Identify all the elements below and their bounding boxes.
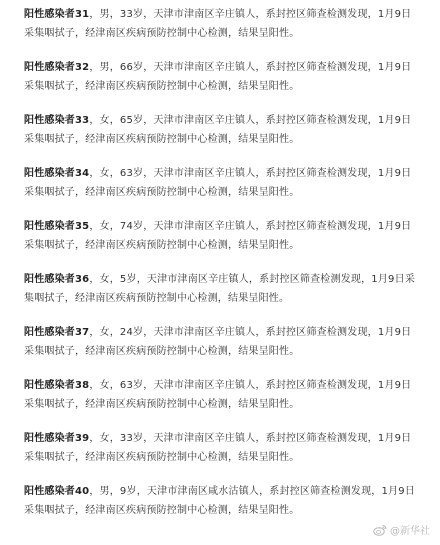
case-entry-33 — [24, 111, 416, 149]
case-details: ，男，9岁，天津市津南区咸水沽镇人，系封控区筛查检测发现，1月9日采集咽拭子，经津南区疾病预防控制中心检测，结果呈阳性。 — [24, 486, 416, 516]
case-entry-38 — [24, 376, 416, 414]
watermark-text: @新华社 — [390, 526, 430, 537]
case-entry-35 — [24, 217, 416, 255]
case-number: 37 — [75, 327, 90, 338]
weibo-icon — [373, 524, 387, 536]
case-entry-40 — [24, 482, 416, 520]
case-entry-34 — [24, 164, 416, 202]
case-label: 阳性感染者 — [24, 168, 75, 179]
case-label: 阳性感染者 — [24, 115, 75, 126]
case-number: 35 — [75, 221, 90, 232]
case-details: ，女，24岁，天津市津南区辛庄镇人，系封控区筛查检测发现，1月9日采集咽拭子，经津南区疾病预防控制中心检测，结果呈阳性。 — [24, 327, 412, 357]
case-label: 阳性感染者 — [24, 221, 75, 232]
case-label: 阳性感染者 — [24, 486, 75, 497]
case-label: 阳性感染者 — [24, 327, 75, 338]
case-label: 阳性感染者 — [24, 9, 75, 20]
case-entry-32 — [24, 58, 416, 96]
watermark — [373, 522, 430, 537]
case-entry-37 — [24, 323, 416, 361]
case-label: 阳性感染者 — [24, 433, 75, 444]
case-details: ，男，66岁，天津市津南区辛庄镇人，系封控区筛查检测发现，1月9日采集咽拭子，经津南区疾病预防控制中心检测，结果呈阳性。 — [24, 62, 412, 92]
case-number: 40 — [75, 486, 90, 497]
case-label: 阳性感染者 — [24, 274, 75, 285]
case-number: 31 — [75, 9, 90, 20]
case-number: 39 — [75, 433, 90, 444]
case-number: 32 — [75, 62, 90, 73]
case-details: ，男，33岁，天津市津南区辛庄镇人，系封控区筛查检测发现，1月9日采集咽拭子，经津南区疾病预防控制中心检测，结果呈阳性。 — [24, 9, 412, 39]
case-label: 阳性感染者 — [24, 380, 75, 391]
case-details: ，女，74岁，天津市津南区辛庄镇人，系封控区筛查检测发现，1月9日采集咽拭子，经津南区疾病预防控制中心检测，结果呈阳性。 — [24, 221, 412, 251]
case-details: ，女，33岁，天津市津南区辛庄镇人，系封控区筛查检测发现，1月9日采集咽拭子，经津南区疾病预防控制中心检测，结果呈阳性。 — [24, 433, 412, 463]
case-entry-31 — [24, 5, 416, 43]
case-number: 33 — [75, 115, 90, 126]
case-entry-39 — [24, 429, 416, 467]
case-details: ，女，63岁，天津市津南区辛庄镇人，系封控区筛查检测发现，1月9日采集咽拭子，经津南区疾病预防控制中心检测，结果呈阳性。 — [24, 168, 412, 198]
case-details: ，女，63岁，天津市津南区辛庄镇人，系封控区筛查检测发现，1月9日采集咽拭子，经津南区疾病预防控制中心检测，结果呈阳性。 — [24, 380, 412, 410]
case-details: ，女，65岁，天津市津南区辛庄镇人，系封控区筛查检测发现，1月9日采集咽拭子，经津南区疾病预防控制中心检测，结果呈阳性。 — [24, 115, 412, 145]
case-number: 34 — [75, 168, 90, 179]
case-details: ，女，5岁，天津市津南区辛庄镇人，系封控区筛查检测发现，1月9日采集咽拭子，经津南区疾病预防控制中心检测，结果呈阳性。 — [24, 274, 416, 304]
case-label: 阳性感染者 — [24, 62, 75, 73]
case-number: 38 — [75, 380, 90, 391]
case-entry-36 — [24, 270, 416, 308]
case-number: 36 — [75, 274, 90, 285]
